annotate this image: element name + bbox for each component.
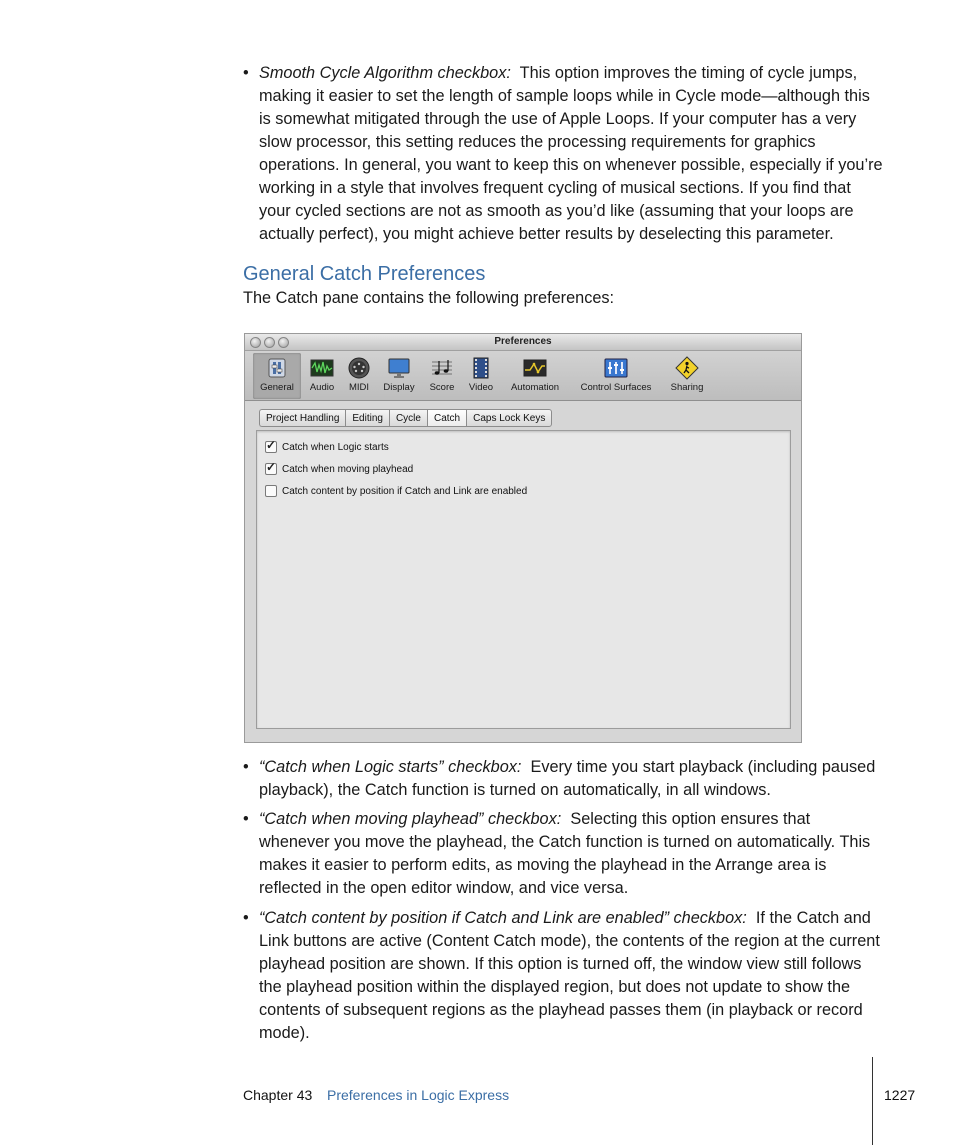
toolbar-control-surfaces[interactable] — [573, 353, 659, 399]
footer-divider — [872, 1057, 873, 1145]
toolbar-midi[interactable] — [343, 353, 375, 399]
toolbar-label: Control Surfaces — [580, 382, 652, 393]
toolbar-label: General — [260, 382, 294, 393]
bullet-dot: • — [243, 810, 249, 828]
toolbar-label: Score — [429, 382, 455, 393]
page-number: 1227 — [884, 1087, 916, 1103]
bullet-dot: • — [243, 758, 249, 776]
toolbar-label: MIDI — [348, 382, 370, 393]
bullet-dot: • — [243, 909, 249, 927]
control-surfaces-icon — [604, 356, 628, 380]
bullet-term: “Catch when Logic starts” checkbox: — [259, 758, 522, 776]
catch-when-logic-starts-checkbox[interactable] — [265, 438, 277, 453]
bullet-text: Every time you start playback (including paused playback), the Catch function is turned on automatically, in all windows. — [259, 758, 876, 799]
bullet-text: If the Catch and Link buttons are active (Content Catch mode), the contents of the region at the current playhead position are shown. If this option is turned off, the window view still follows the playhead position within the displayed region, but does not update to show the contents of subsequent regions as the playhead passes them (in playback or record mode). — [259, 909, 880, 1042]
bullet-catch-content-by-position — [243, 907, 883, 1045]
midi-connector-icon — [347, 356, 371, 380]
sharing-sign-icon — [675, 356, 699, 380]
toolbar-label: Video — [468, 382, 494, 393]
bullet-term: Smooth Cycle Algorithm checkbox: — [259, 64, 511, 82]
display-monitor-icon — [387, 356, 411, 380]
bullet-catch-when-logic-starts — [243, 756, 883, 802]
tab-project-handling[interactable]: Project Handling — [259, 409, 345, 427]
catch-when-logic-starts-row[interactable] — [265, 440, 389, 454]
bullet-term: “Catch when moving playhead” checkbox: — [259, 810, 562, 828]
bullet-catch-when-moving-playhead — [243, 808, 883, 900]
bullet-dot: • — [243, 64, 249, 82]
toolbar-general[interactable] — [253, 353, 301, 399]
bullet-body — [259, 756, 883, 802]
general-switch-icon — [265, 356, 289, 380]
toolbar-label: Display — [383, 382, 415, 393]
section-intro: The Catch pane contains the following preferences: — [243, 289, 615, 307]
footer-chapter-title: Preferences in Logic Express — [327, 1087, 510, 1103]
section-heading: General Catch Preferences — [243, 263, 486, 285]
tab-catch[interactable]: Catch — [427, 409, 466, 427]
bullet-text: Selecting this option ensures that whenever you move the playhead, the Catch function is turned on automatically. This makes it easier to perform edits, as moving the playhead in the Arrange area is reflected in the open editor window, and vice versa. — [259, 810, 871, 897]
catch-when-moving-playhead-row[interactable] — [265, 462, 413, 476]
video-filmstrip-icon — [469, 356, 493, 380]
footer-chapter: Chapter 43 — [243, 1087, 313, 1103]
toolbar-audio[interactable] — [303, 353, 341, 399]
catch-content-by-position-checkbox[interactable] — [265, 485, 277, 497]
toolbar-label: Audio — [309, 382, 335, 393]
preferences-window — [244, 333, 802, 743]
bullet-body — [259, 907, 883, 1045]
toolbar-display[interactable] — [377, 353, 421, 399]
toolbar-score[interactable] — [425, 353, 459, 399]
catch-when-moving-playhead-checkbox[interactable] — [265, 460, 277, 475]
bullet-body — [259, 62, 883, 246]
title-bar — [245, 334, 801, 351]
checkmark-icon: ✓ — [266, 438, 277, 452]
preferences-tabs — [259, 409, 552, 427]
catch-pane — [256, 430, 791, 729]
toolbar-automation[interactable] — [503, 353, 567, 399]
toolbar-video[interactable] — [463, 353, 499, 399]
bullet-smooth-cycle — [243, 62, 883, 246]
checkmark-icon: ✓ — [266, 460, 277, 474]
window-title: Preferences — [494, 336, 552, 347]
tab-editing[interactable]: Editing — [345, 409, 389, 427]
catch-content-by-position-row[interactable] — [265, 484, 527, 498]
audio-waveform-icon — [310, 356, 334, 380]
tab-caps-lock-keys[interactable]: Caps Lock Keys — [466, 409, 552, 427]
toolbar-sharing[interactable] — [665, 353, 709, 399]
bullet-body — [259, 808, 883, 900]
toolbar-label: Automation — [510, 382, 560, 393]
bullet-text: This option improves the timing of cycle jumps, making it easier to set the length of sample loops while in Cycle mode—although this is somewhat mitigated through the use of Apple Loops. If your computer has a very slow processor, this setting reduces the processing requirements for graphics operations. In general, you want to keep this on whenever possible, especially if you’re working in a style that involves frequent cycling of musical sections. If you find that your cycled sections are not as smooth as you’d like (assuming that your loops are actually perfect), you might achieve better results by deselecting this parameter. — [259, 64, 883, 243]
checkbox-label: Catch content by position if Catch and Link are enabled — [282, 485, 528, 497]
score-notes-icon — [430, 356, 454, 380]
toolbar-label: Sharing — [670, 382, 704, 393]
checkbox-label: Catch when Logic starts — [282, 441, 389, 453]
bullet-term: “Catch content by position if Catch and Link are enabled” checkbox: — [259, 909, 747, 927]
checkbox-label: Catch when moving playhead — [282, 463, 414, 475]
tab-cycle[interactable]: Cycle — [389, 409, 427, 427]
automation-curve-icon — [523, 356, 547, 380]
preferences-toolbar — [245, 351, 801, 401]
